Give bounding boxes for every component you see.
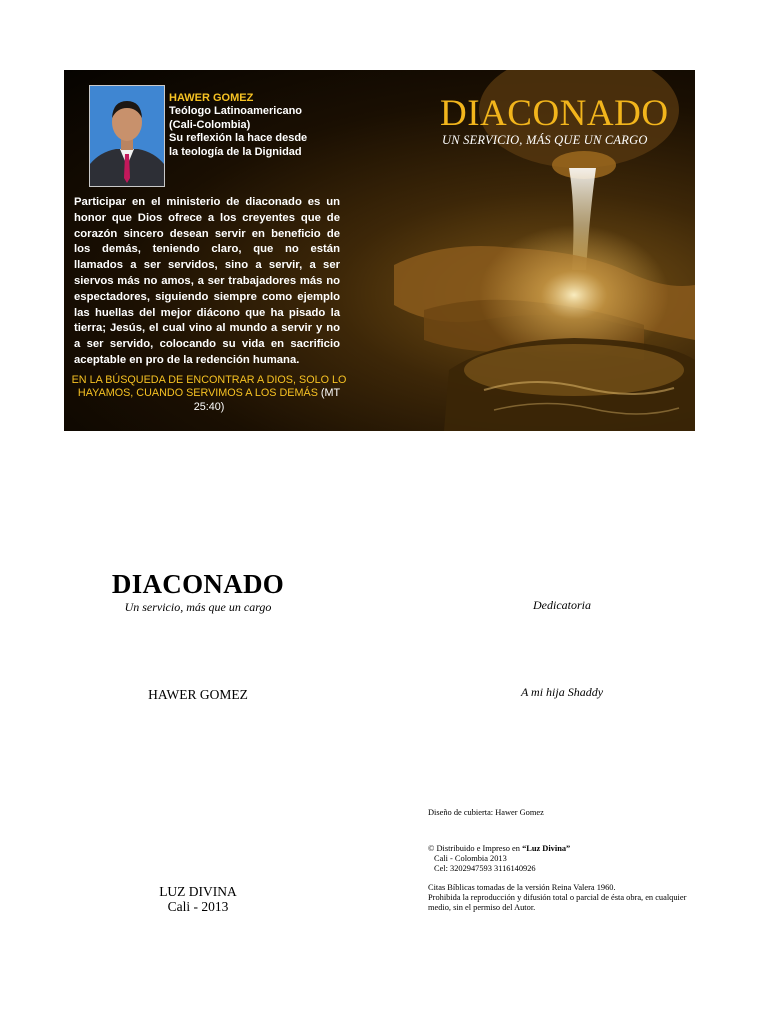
author-photo	[89, 85, 165, 187]
author-line: Teólogo Latinoamericano	[169, 105, 303, 118]
publisher-line: Cali - 2013	[167, 899, 229, 914]
cover-synopsis: Participar en el ministerio de diaconado es un honor que Dios ofrece a los creyentes que de corazón sincero desean servir en beneficio de los demás, teniendo claro, que no están llamados a ser servidos, sino a servir, a ser siervos más no amos, a ser trabajadores más no espectadores, siguiendo siempre como ejemplo las huellas del mejor diácono que ha pisado la tierra; Jesús, el cual vino al mundo a servir y no a ser servido, colocando su vida en sacrificio aceptable en pro de la redención humana.	[74, 196, 340, 366]
title-page-author: HAWER GOMEZ	[148, 687, 248, 702]
cover-author-name: HAWER GOMEZ	[169, 92, 254, 104]
cover-quote-reference: (MT 25:40)	[193, 387, 341, 413]
distribution-prefix: © Distribuido e Impreso en	[428, 844, 523, 853]
cover-design-credit: Diseño de cubierta: Hawer Gomez	[428, 808, 544, 817]
cover-title: DIACONADO	[440, 93, 669, 134]
legal-line: Citas Bíblicas tomadas de la versión Reina Valera 1960.	[428, 883, 616, 892]
author-portrait-graphic	[90, 86, 164, 186]
credits-block	[428, 808, 703, 913]
cover-subtitle: UN SERVICIO, MÁS QUE UN CARGO	[442, 133, 648, 147]
publisher-line: LUZ DIVINA	[159, 884, 237, 899]
book-cover	[64, 70, 695, 431]
cover-quote	[68, 374, 350, 414]
dedication-text: A mi hija Shaddy	[520, 685, 604, 699]
legal-line: Prohibida la reproducción y difusión total o parcial de ésta obra, en cualquier medio, sin el permiso del Autor.	[428, 893, 687, 912]
title-page-publisher	[0, 884, 396, 914]
cover-quote-text: EN LA BÚSQUEDA DE ENCONTRAR A DIOS, SOLO LO HAYAMOS, CUANDO SERVIMOS A LOS DEMÁS	[71, 374, 347, 400]
distributor-name: “Luz Divina”	[522, 844, 571, 853]
distribution-phone: Cel: 3202947593 3116140926	[434, 864, 536, 873]
author-line: Su reflexión la hace desde	[169, 132, 308, 145]
author-info	[169, 92, 307, 159]
title-page-title: DIACONADO	[111, 569, 285, 599]
dedication-heading: Dedicatoria	[533, 598, 591, 612]
author-line: (Cali-Colombia)	[169, 118, 251, 131]
distribution-info	[428, 844, 703, 874]
author-line: la teología de la Dignidad	[169, 145, 302, 158]
title-page-subtitle: Un servicio, más que un cargo	[124, 600, 272, 614]
distribution-location: Cali - Colombia 2013	[434, 854, 507, 863]
distribution-line	[428, 844, 703, 854]
